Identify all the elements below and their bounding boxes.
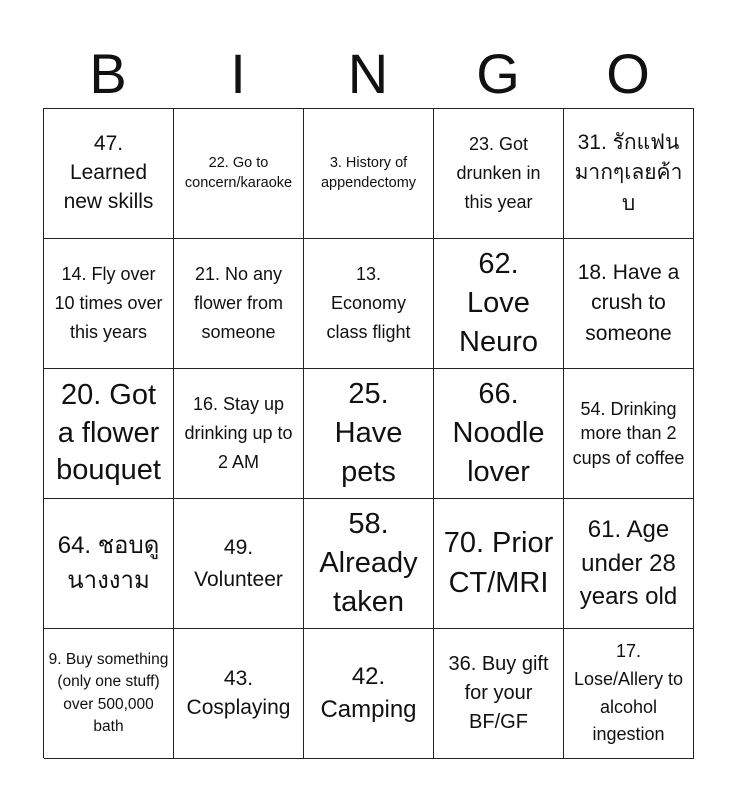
bingo-cell[interactable] bbox=[434, 629, 564, 759]
bingo-cell-text: 66. Noodle lover bbox=[452, 377, 545, 489]
bingo-cell-text: 47. Learned new skills bbox=[63, 132, 154, 213]
bingo-cell[interactable] bbox=[174, 239, 304, 369]
header-letter-o: O bbox=[606, 42, 650, 105]
header-letter-b: B bbox=[89, 42, 127, 105]
bingo-cell-text: 17. Lose/Allery to alcohol ingestion bbox=[573, 640, 684, 745]
bingo-cell-text: 18. Have a crush to someone bbox=[577, 260, 680, 345]
bingo-cell[interactable] bbox=[564, 629, 694, 759]
bingo-cell[interactable] bbox=[434, 369, 564, 499]
bingo-cell[interactable] bbox=[434, 109, 564, 239]
bingo-cell[interactable] bbox=[304, 239, 434, 369]
bingo-cell-text: 61. Age under 28 years old bbox=[579, 516, 678, 611]
bingo-cell-text: 14. Fly over 10 times over this years bbox=[54, 264, 163, 342]
bingo-cell[interactable] bbox=[44, 369, 174, 499]
bingo-cell[interactable] bbox=[44, 239, 174, 369]
bingo-cell-text: 13. Economy class flight bbox=[326, 264, 411, 342]
bingo-cell-text: 70. Prior CT/MRI bbox=[443, 527, 554, 599]
bingo-cell[interactable] bbox=[434, 239, 564, 369]
bingo-board bbox=[43, 108, 694, 758]
bingo-cell[interactable] bbox=[304, 369, 434, 499]
bingo-cell-text: 31. รักแฟนมากๆเลยค้าบ bbox=[574, 130, 683, 215]
bingo-cell[interactable] bbox=[304, 499, 434, 629]
bingo-cell[interactable] bbox=[44, 629, 174, 759]
bingo-cell-text: 64. ชอบดูนางงาม bbox=[57, 531, 160, 594]
bingo-cell[interactable] bbox=[174, 499, 304, 629]
bingo-cell[interactable] bbox=[174, 369, 304, 499]
bingo-cell[interactable] bbox=[564, 369, 694, 499]
bingo-cell-text: 58. Already taken bbox=[319, 507, 418, 619]
bingo-cell-text: 54. Drinking more than 2 cups of coffee bbox=[572, 399, 685, 468]
bingo-cell[interactable] bbox=[564, 499, 694, 629]
header-letter-n: N bbox=[347, 42, 389, 105]
bingo-cell-text: 42. Camping bbox=[320, 663, 417, 723]
header-letter-g: G bbox=[476, 42, 520, 105]
bingo-cell-text: 21. No any flower from someone bbox=[193, 264, 283, 342]
bingo-cell[interactable] bbox=[174, 109, 304, 239]
bingo-cell-text: 23. Got drunken in this year bbox=[456, 134, 541, 212]
bingo-cell-text: 49. Volunteer bbox=[194, 536, 283, 591]
bingo-cell[interactable] bbox=[44, 109, 174, 239]
bingo-cell-text: 3. History of appendectomy bbox=[320, 154, 417, 191]
bingo-header bbox=[43, 40, 693, 108]
bingo-cell[interactable] bbox=[304, 629, 434, 759]
bingo-cell[interactable] bbox=[564, 109, 694, 239]
bingo-cell-text: 36. Buy gift for your BF/GF bbox=[448, 653, 549, 733]
bingo-cell[interactable] bbox=[44, 499, 174, 629]
bingo-cell-text: 9. Buy something (only one stuff) over 500,000 bath bbox=[48, 650, 169, 735]
bingo-cell-text: 16. Stay up drinking up to 2 AM bbox=[184, 394, 293, 472]
header-letter-i: I bbox=[230, 42, 246, 105]
bingo-cell[interactable] bbox=[174, 629, 304, 759]
bingo-cell-text: 25. Have pets bbox=[334, 377, 403, 489]
bingo-cell-text: 62. Love Neuro bbox=[459, 247, 538, 359]
bingo-cell[interactable] bbox=[304, 109, 434, 239]
bingo-cell-text: 20. Got a flower bouquet bbox=[56, 378, 161, 487]
bingo-cell-text: 22. Go to concern/karaoke bbox=[184, 154, 293, 191]
bingo-cell-text: 43. Cosplaying bbox=[186, 667, 291, 719]
bingo-cell[interactable] bbox=[564, 239, 694, 369]
bingo-cell[interactable] bbox=[434, 499, 564, 629]
